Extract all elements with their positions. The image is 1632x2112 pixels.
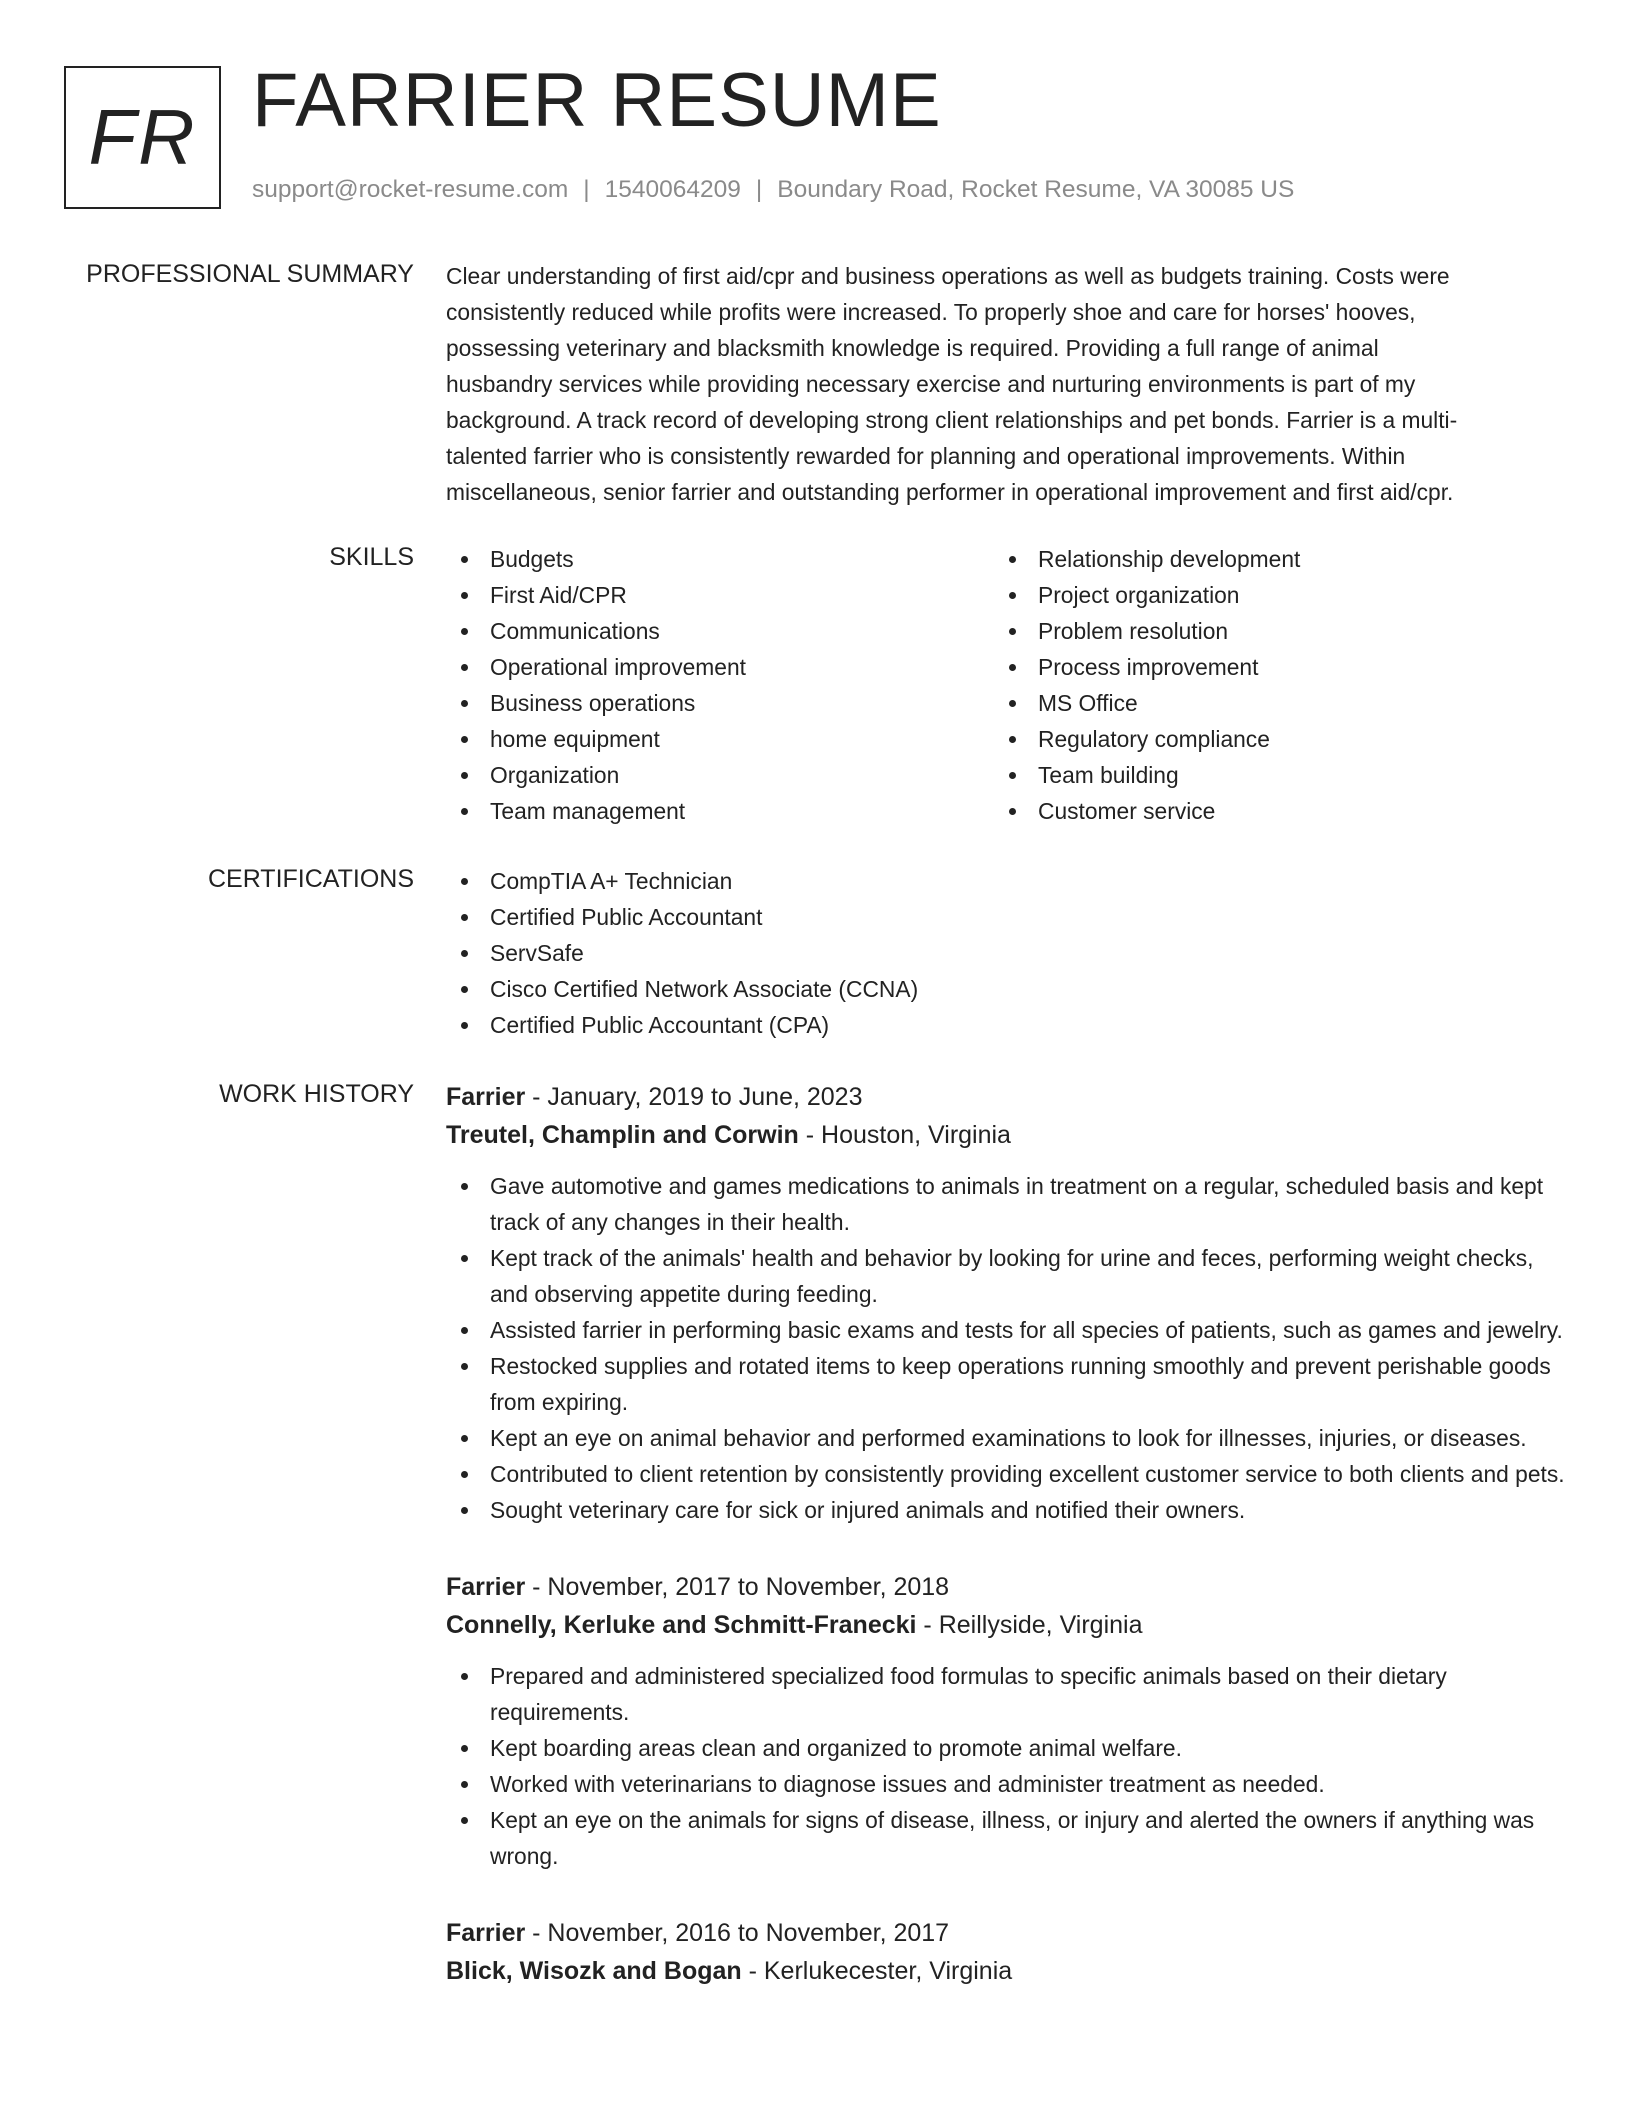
summary-line: talented farrier who is consistently rewarded for planning and operational improvements. Within: [446, 443, 1406, 469]
job-company-line: [446, 1952, 1568, 1990]
contact-address: Boundary Road, Rocket Resume, VA 30085 US: [777, 176, 1295, 203]
skill-item: MS Office: [994, 685, 1542, 721]
job-company: Connelly, Kerluke and Schmitt-Franecki: [446, 1611, 917, 1639]
summary-line: possessing veterinary and blacksmith knowledge is required. Providing a full range of animal: [446, 335, 1379, 361]
certification-item: ServSafe: [446, 935, 1568, 971]
job-duty-item: Prepared and administered specialized food formulas to specific animals based on their dietary requirements.: [446, 1658, 1568, 1730]
monogram-logo: FR: [64, 66, 221, 209]
skills-column-left: [446, 541, 994, 829]
certification-item: Cisco Certified Network Associate (CCNA): [446, 971, 1568, 1007]
job-title-line: [446, 1078, 1568, 1116]
contact-separator: |: [755, 176, 763, 203]
summary-line: background. A track record of developing strong client relationships and pet bonds. Farrier is a multi-: [446, 407, 1458, 433]
job-entry: [446, 1568, 1568, 1874]
job-duty-item: Kept an eye on the animals for signs of disease, illness, or injury and alerted the owners if anything was wrong.: [446, 1802, 1568, 1874]
skill-item: Team building: [994, 757, 1542, 793]
job-entry: [446, 1914, 1568, 1990]
job-duty-item: Assisted farrier in performing basic exams and tests for all species of patients, such as games and jewelry.: [446, 1312, 1568, 1348]
certification-item: Certified Public Accountant (CPA): [446, 1007, 1568, 1043]
job-company-line: [446, 1116, 1568, 1154]
skill-item: Project organization: [994, 577, 1542, 613]
skill-item: Problem resolution: [994, 613, 1542, 649]
summary-heading: PROFESSIONAL SUMMARY: [86, 260, 414, 288]
skill-item: Process improvement: [994, 649, 1542, 685]
certifications-list: [446, 863, 1568, 1043]
job-title-line: [446, 1568, 1568, 1606]
skills-list: [446, 541, 1568, 829]
job-company-line: [446, 1606, 1568, 1644]
job-duty-item: Contributed to client retention by consistently providing excellent customer service to both clients and pets.: [446, 1456, 1568, 1492]
job-duty-item: Worked with veterinarians to diagnose issues and administer treatment as needed.: [446, 1766, 1568, 1802]
skill-item: Operational improvement: [446, 649, 994, 685]
job-duty-item: Kept track of the animals' health and behavior by looking for urine and feces, performing weight checks, and observing appetite during feeding.: [446, 1240, 1568, 1312]
summary-line: miscellaneous, senior farrier and outstanding performer in operational improvement and first aid/cpr.: [446, 479, 1454, 505]
summary-line: husbandry services while providing necessary exercise and nurturing environments is part of my: [446, 371, 1416, 397]
work-history-list: [446, 1078, 1568, 2030]
contact-line: [252, 176, 1294, 204]
page-title: FARRIER RESUME: [252, 58, 942, 143]
job-duty-item: Restocked supplies and rotated items to keep operations running smoothly and prevent perishable goods from expiring.: [446, 1348, 1568, 1420]
job-duty-item: Gave automotive and games medications to animals in treatment on a regular, scheduled basis and kept track of any changes in their health.: [446, 1168, 1568, 1240]
skills-column-right: [994, 541, 1542, 829]
job-duty-item: Kept boarding areas clean and organized to promote animal welfare.: [446, 1730, 1568, 1766]
job-title: Farrier: [446, 1083, 526, 1111]
skills-heading: SKILLS: [329, 543, 414, 571]
job-location: - Reillyside, Virginia: [916, 1611, 1143, 1639]
job-duties: [446, 1658, 1568, 1874]
contact-phone[interactable]: 1540064209: [604, 176, 741, 203]
skill-item: Relationship development: [994, 541, 1542, 577]
job-title: Farrier: [446, 1573, 526, 1601]
job-company: Treutel, Champlin and Corwin: [446, 1121, 799, 1149]
certifications-heading: CERTIFICATIONS: [207, 865, 414, 893]
contact-separator: |: [583, 176, 590, 203]
skill-item: Customer service: [994, 793, 1542, 829]
skill-item: Budgets: [446, 541, 994, 577]
skill-item: First Aid/CPR: [446, 577, 994, 613]
contact-email[interactable]: support@rocket-resume.com: [252, 176, 569, 203]
work-history-heading: WORK HISTORY: [219, 1080, 414, 1108]
job-duty-item: Kept an eye on animal behavior and performed examinations to look for illnesses, injuries, or diseases.: [446, 1420, 1568, 1456]
skill-item: Regulatory compliance: [994, 721, 1542, 757]
certification-item: Certified Public Accountant: [446, 899, 1568, 935]
skill-item: Organization: [446, 757, 994, 793]
job-dates: - January, 2019 to June, 2023: [525, 1083, 863, 1111]
job-dates: - November, 2017 to November, 2018: [525, 1573, 950, 1601]
certification-item: CompTIA A+ Technician: [446, 863, 1568, 899]
summary-line: consistently reduced while profits were increased. To properly shoe and care for horses' hooves,: [446, 299, 1416, 325]
job-entry: [446, 1078, 1568, 1528]
skill-item: Team management: [446, 793, 994, 829]
summary-line: Clear understanding of first aid/cpr and business operations as well as budgets training. Costs were: [446, 263, 1450, 289]
job-title: Farrier: [446, 1919, 526, 1947]
skill-item: Business operations: [446, 685, 994, 721]
job-duty-item: Sought veterinary care for sick or injured animals and notified their owners.: [446, 1492, 1568, 1528]
skill-item: home equipment: [446, 721, 994, 757]
skill-item: Communications: [446, 613, 994, 649]
job-title-line: [446, 1914, 1568, 1952]
summary-text: [446, 258, 1568, 510]
job-duties: [446, 1168, 1568, 1528]
job-location: - Kerlukecester, Virginia: [741, 1957, 1013, 1985]
job-dates: - November, 2016 to November, 2017: [525, 1919, 950, 1947]
job-company: Blick, Wisozk and Bogan: [446, 1957, 742, 1985]
job-location: - Houston, Virginia: [798, 1121, 1011, 1149]
